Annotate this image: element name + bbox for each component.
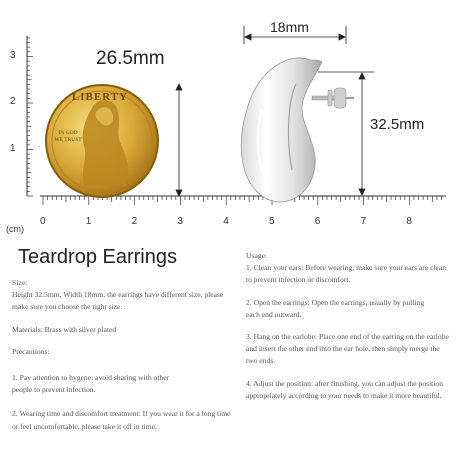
usage-step-4: 4. Adjust the position: after finishing, you can adjust the position appropriately according to your needs to make it more beautiful.	[246, 378, 443, 400]
coin-liberty-text: LIBERTY	[71, 91, 129, 103]
bottom-ruler-label: 0	[40, 216, 46, 227]
usage-instructions	[246, 250, 452, 402]
coin-diameter-label: 26.5mm	[96, 48, 165, 69]
bottom-ruler-label: 8	[406, 216, 412, 227]
precaution-2: 2. Wearing time and discomfort treatment: If you wear it for a long time or feel uncomfortable, please take it off in time.	[12, 409, 231, 431]
bottom-ruler-label: 4	[223, 216, 229, 227]
coin-height-arrow	[176, 84, 182, 196]
usage-step-1: 1. Clean your ears: Before wearing, make sure your ears are clean to prevent infection or discomfort.	[246, 263, 447, 285]
left-ruler	[27, 36, 33, 196]
size-heading: Size:	[12, 278, 28, 287]
earring-image	[241, 58, 354, 202]
bottom-ruler-label: 3	[177, 216, 183, 227]
earring-height-label: 32.5mm	[370, 116, 425, 133]
bottom-ruler-label: 1	[85, 216, 92, 227]
coin-image	[46, 85, 158, 197]
precaution-1: 1. Pay attention to hygene: avoid sharing with other people to prevent infection.	[12, 373, 170, 395]
product-title: Teardrop Earrings	[18, 246, 177, 268]
left-ruler-label: 3	[10, 49, 16, 61]
coin-motto-line2: WE TRUST	[54, 137, 82, 143]
precautions-heading: Precautions:	[12, 346, 50, 356]
bottom-ruler-label: 6	[314, 216, 321, 227]
product-details	[12, 277, 234, 433]
bottom-ruler-label: 7	[360, 216, 367, 227]
bottom-ruler-label: 2	[131, 216, 138, 227]
left-ruler-label: 2	[10, 96, 16, 107]
usage-heading: Usage:	[246, 251, 268, 260]
earring-width-label: 18mm	[270, 19, 309, 35]
usage-step-2: 2. Open the earrings: Open the earrings, usually by pulling each end outward.	[246, 297, 425, 319]
left-ruler-label: 1	[10, 142, 16, 154]
materials-text: Materials: Brass with silver plated	[12, 324, 117, 334]
unit-label: (cm)	[6, 224, 24, 234]
usage-step-3: 3. Hang on the earlobe: Place one end of the earring on the earlobe and insert the other end into the ear hole, then simply merge the two ends.	[246, 332, 449, 366]
size-text: Height 32.5mm, Width 18mm, the earrings have different size, please make sure you choose the right size.	[12, 290, 224, 312]
coin-motto-line1: IN GOD	[58, 130, 78, 136]
bottom-ruler-label: 5	[269, 216, 275, 227]
